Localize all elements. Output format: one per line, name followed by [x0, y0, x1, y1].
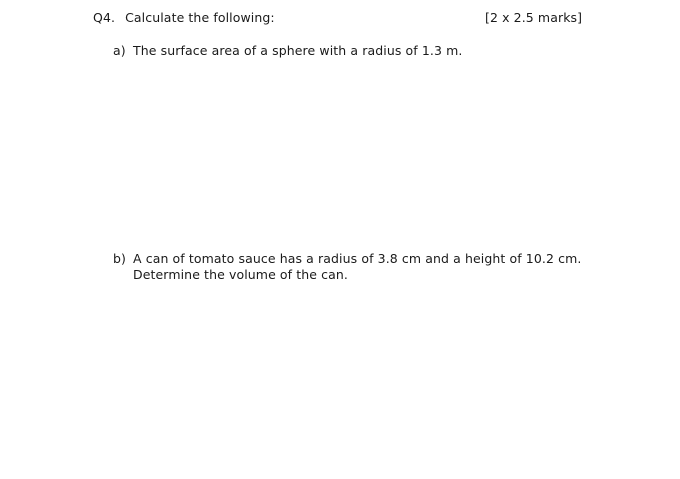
part-a-label: a): [113, 43, 126, 58]
part-b-label: b): [113, 251, 127, 266]
part-b-text-line1: A can of tomato sauce has a radius of 3.8 cm and a height of 10.2 cm.: [133, 251, 582, 266]
question-header: [93, 10, 275, 26]
part-a-text: The surface area of a sphere with a radius of 1.3 m.: [133, 43, 463, 58]
question-instruction: Calculate the following:: [125, 10, 275, 25]
part-a: [113, 43, 462, 59]
question-marks: [2 x 2.5 marks]: [485, 10, 583, 25]
question-number: Q4.: [93, 10, 116, 25]
part-b-text-line2: Determine the volume of the can.: [133, 267, 348, 282]
part-b: [113, 251, 581, 267]
